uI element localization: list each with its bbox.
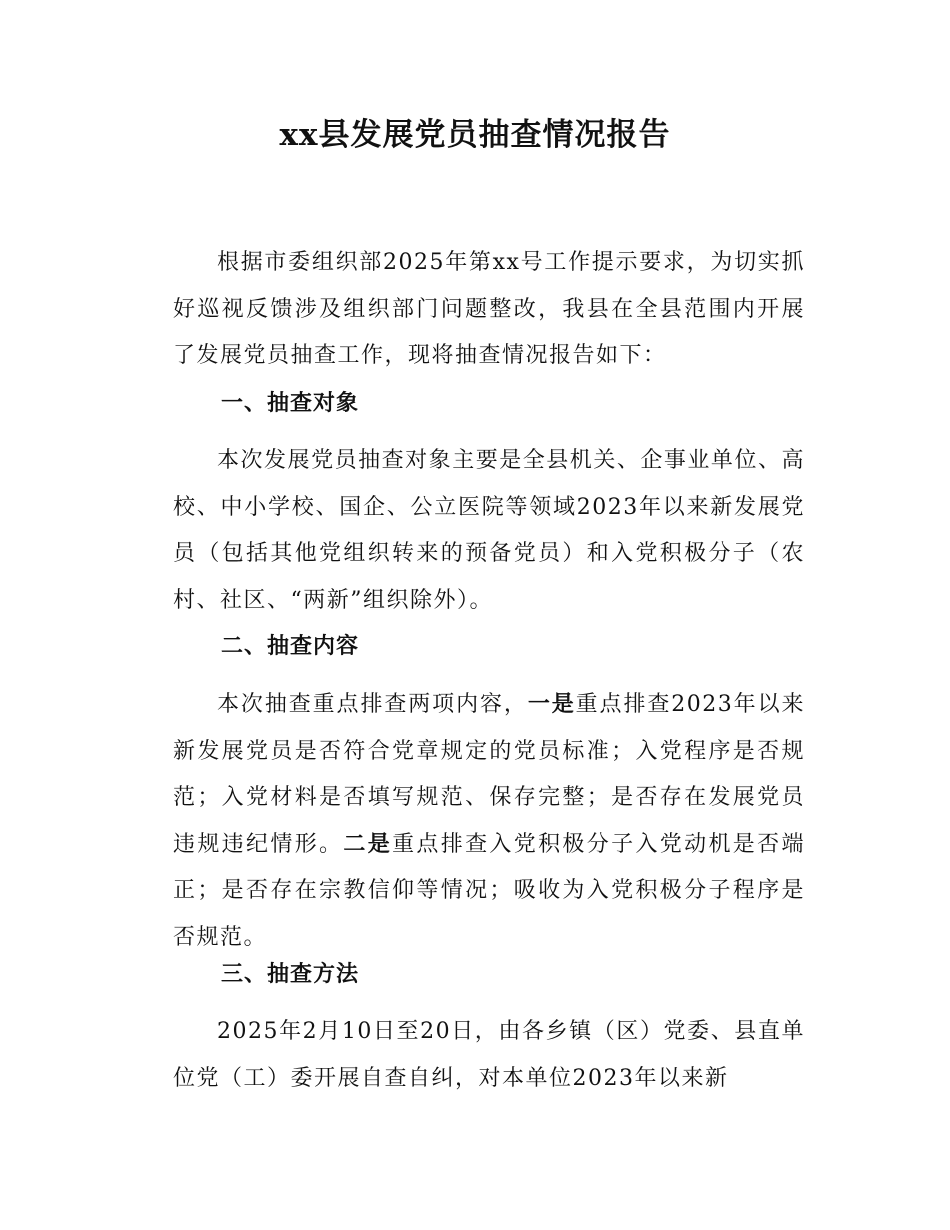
section-heading-objects: 一、抽查对象 <box>221 391 360 416</box>
intro-paragraph: 根据市委组织部2025年第xx号工作提示要求，为切实抓好巡视反馈涉及组织部门问题整改，我县在全县范围内开展了发展党员抽查工作，现将抽查情况报告如下： <box>173 250 805 368</box>
section-heading-content: 二、抽查内容 <box>221 634 360 659</box>
point1-label: 一是 <box>527 692 576 717</box>
section-content-paragraph <box>173 682 805 961</box>
point1-text: 重点排查2023年以来新发展党员是否符合党章规定的党员标准；入党程序是否规范；入党材料是否填写规范、保存完整；是否存在发展党员违规违纪情形。 <box>173 692 805 857</box>
section-heading-method: 三、抽查方法 <box>221 962 360 987</box>
section-objects-paragraph: 本次发展党员抽查对象主要是全县机关、企事业单位、高校、中小学校、国企、公立医院等领域2023年以来新发展党员（包括其他党组织转来的预备党员）和入党积极分子（农村、社区、“两新”组织除外）。 <box>173 448 805 613</box>
content-lead: 本次抽查重点排查两项内容， <box>217 692 528 717</box>
point2-text: 重点排查入党积极分子入党动机是否端正；是否存在宗教信仰等情况；吸收为入党积极分子程序是否规范。 <box>173 831 805 950</box>
point2-label: 二是 <box>343 831 393 857</box>
section-method-paragraph: 2025年2月10日至20日，由各乡镇（区）党委、县直单位党（工）委开展自查自纠，对本单位2023年以来新 <box>173 1019 805 1091</box>
document-title: xx县发展党员抽查情况报告 <box>279 117 671 153</box>
